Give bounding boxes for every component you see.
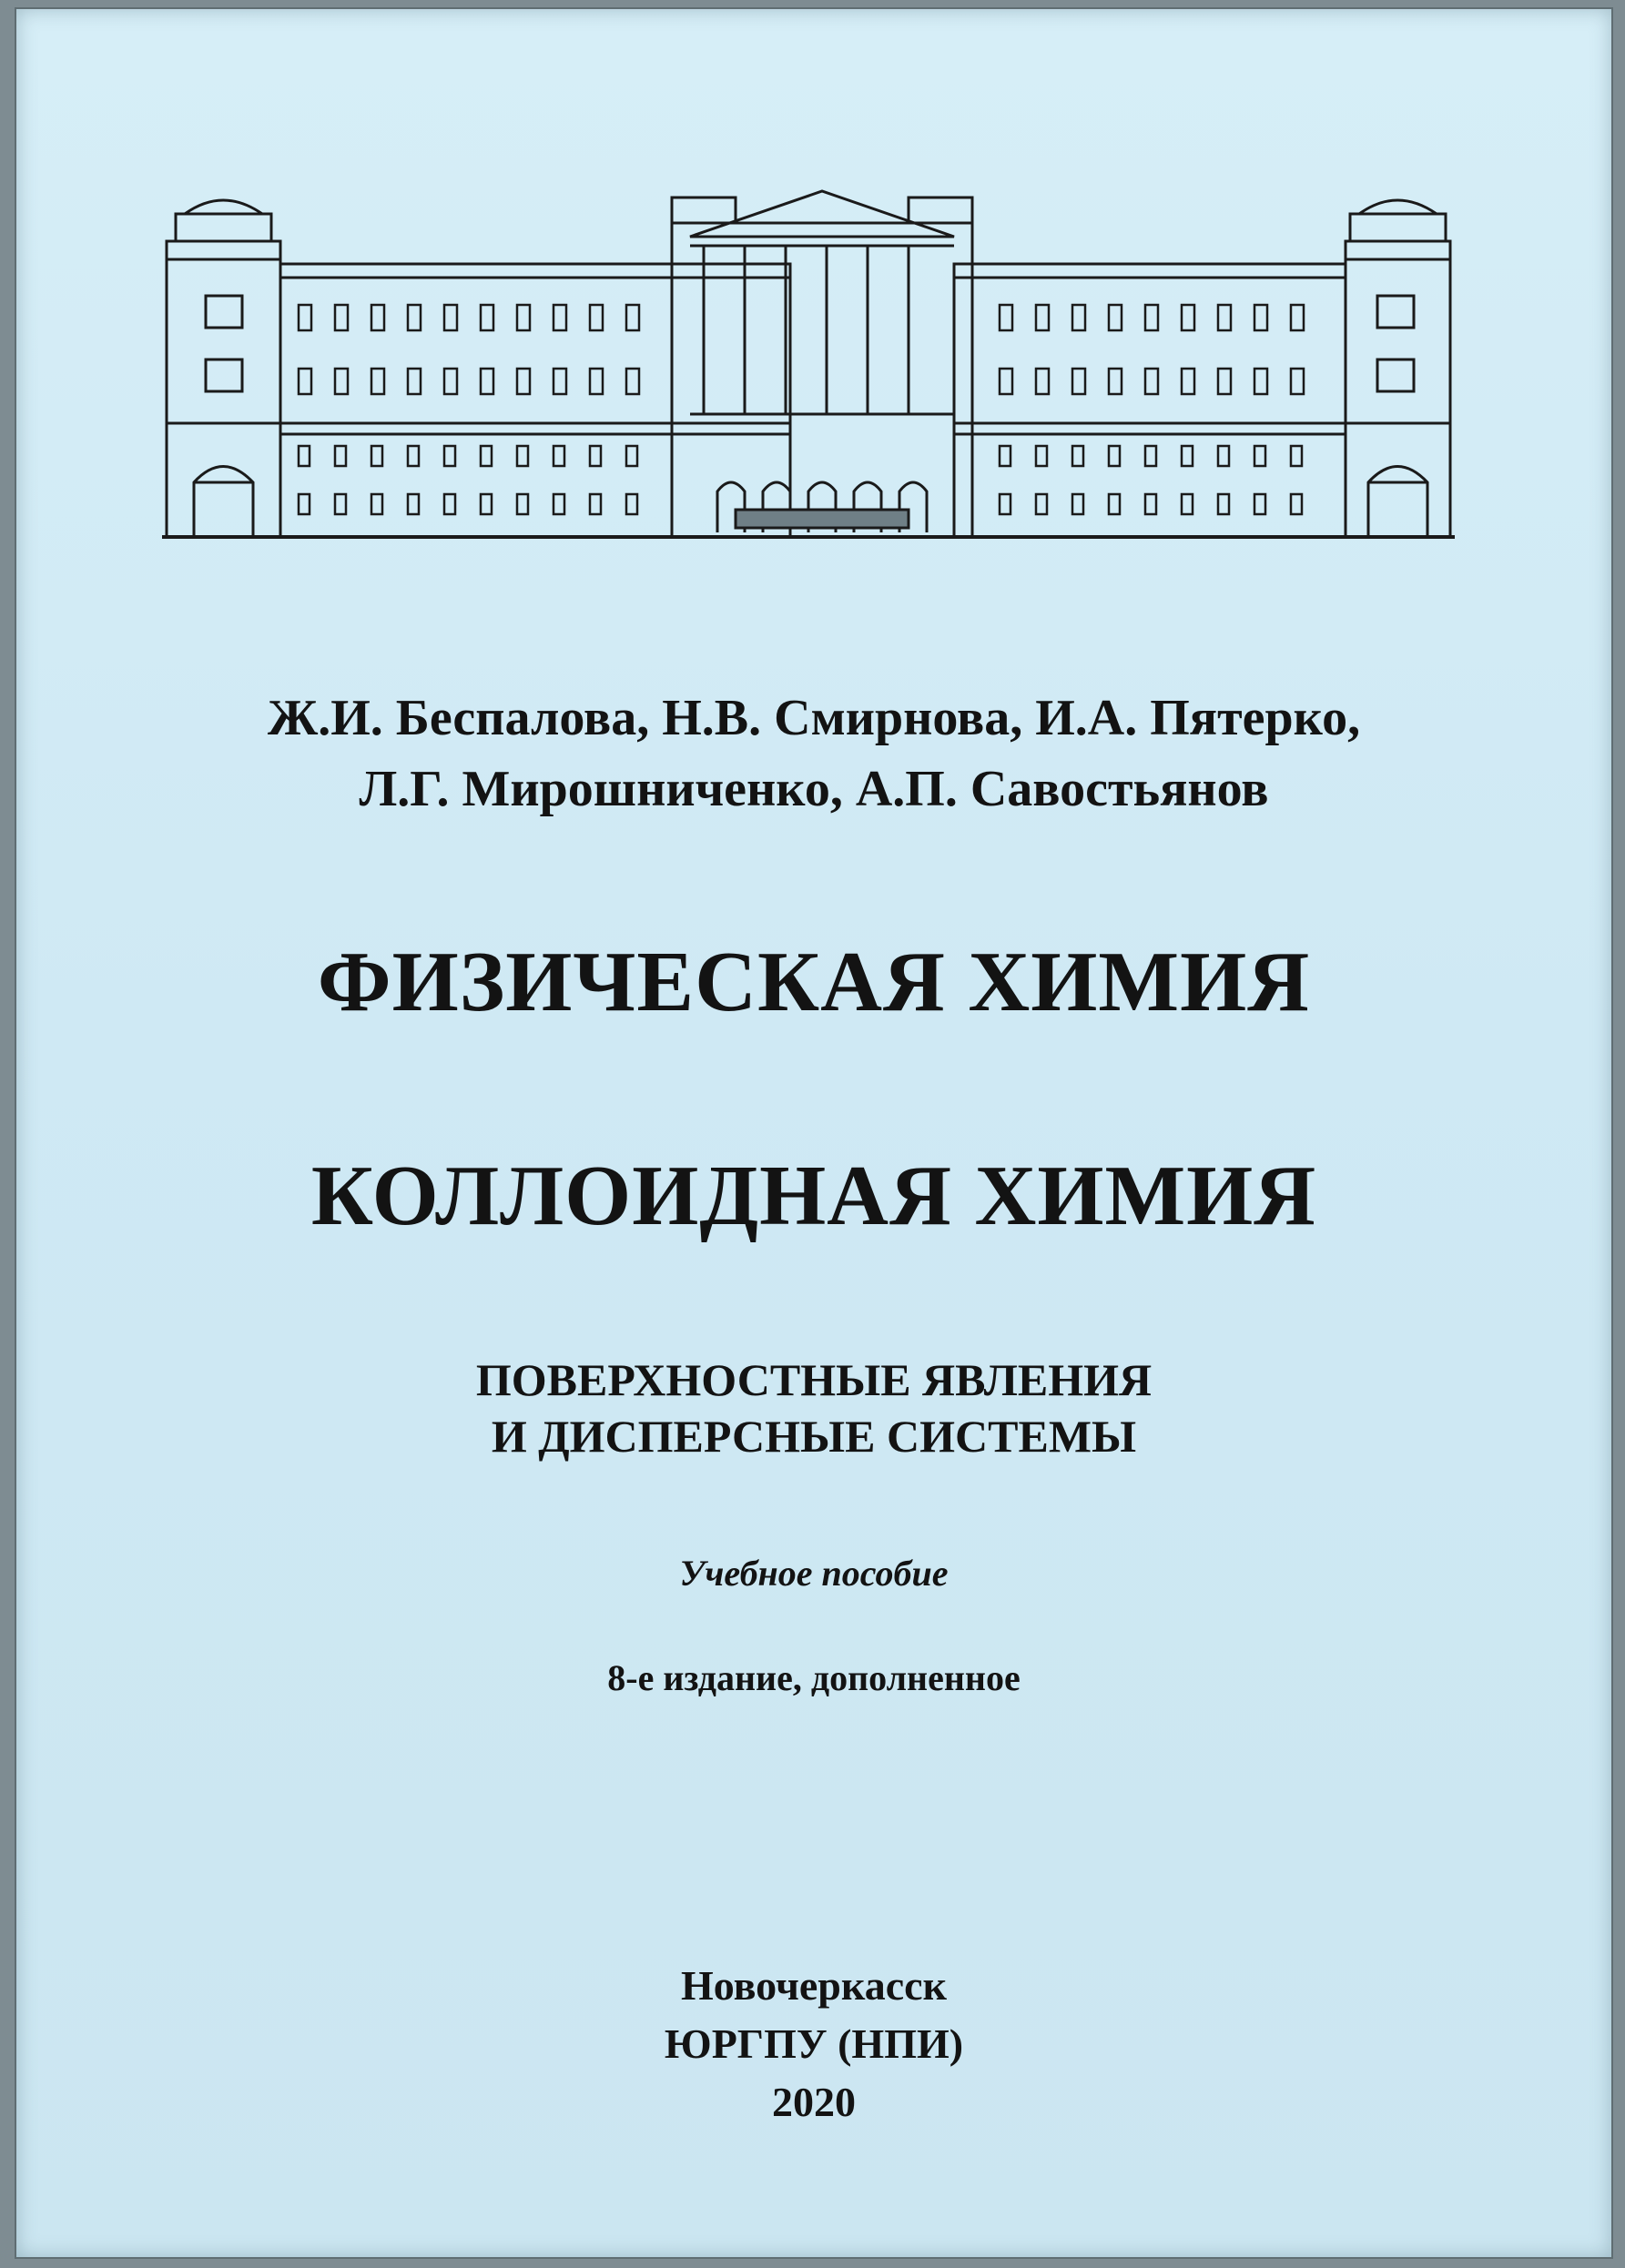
university-building-illustration	[162, 187, 1455, 551]
imprint-city: Новочеркасск	[680, 1962, 948, 2009]
authors-line-1: Ж.И. Беспалова, Н.В. Смирнова, И.А. Пятерко,	[267, 690, 1361, 746]
authors	[16, 683, 1611, 825]
subtitle	[16, 1352, 1611, 1464]
subtitle-line-1: ПОВЕРХНОСТНЫЕ ЯВЛЕНИЯ	[475, 1354, 1153, 1405]
title-colloid-chemistry: КОЛЛОИДНАЯ ХИМИЯ	[310, 1149, 1317, 1243]
edition: 8-е издание, дополненное	[607, 1657, 1021, 1698]
authors-line-2: Л.Г. Мирошниченко, А.П. Савостьянов	[359, 761, 1269, 817]
title-physical-chemistry: ФИЗИЧЕСКАЯ ХИМИЯ	[317, 935, 1311, 1029]
imprint	[16, 1957, 1611, 2131]
book-type: Учебное пособие	[679, 1553, 949, 1594]
subtitle-line-2: И ДИСПЕРСНЫЕ СИСТЕМЫ	[491, 1411, 1137, 1462]
imprint-publisher: ЮРГПУ (НПИ)	[664, 2020, 964, 2067]
book-cover	[16, 9, 1611, 2257]
imprint-year: 2020	[772, 2079, 856, 2125]
